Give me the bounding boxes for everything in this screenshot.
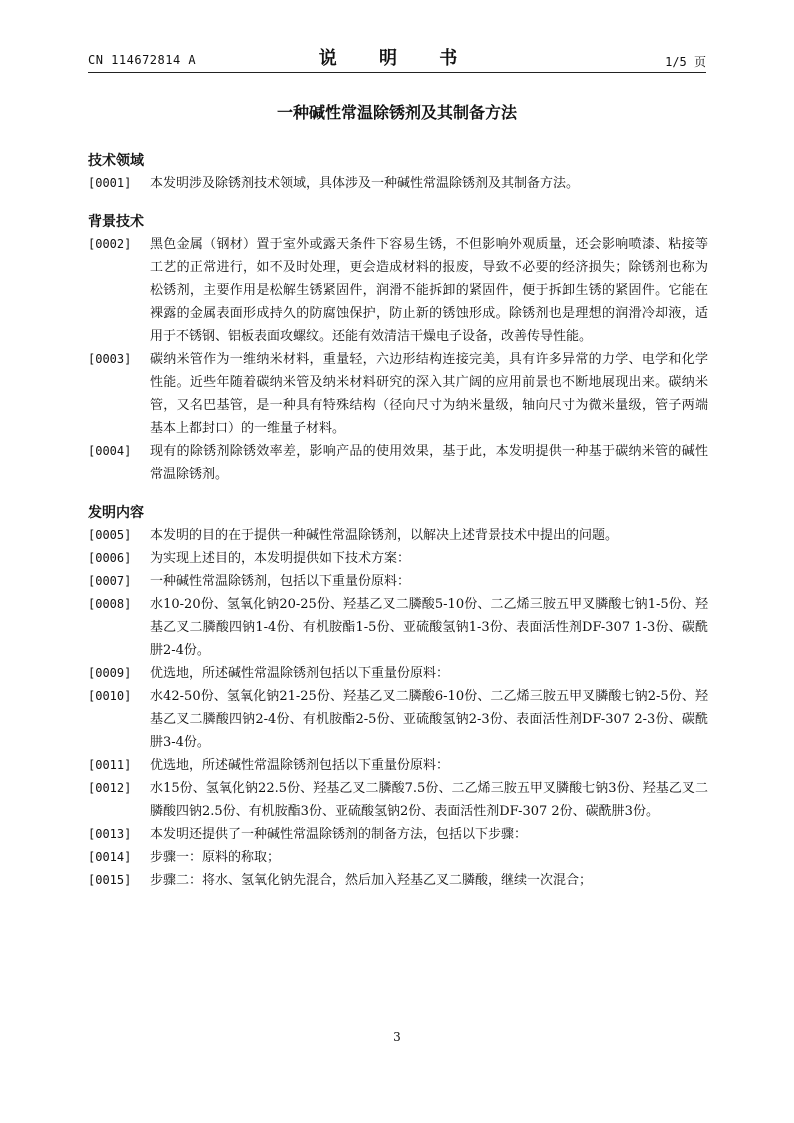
paragraph <box>88 593 708 662</box>
paragraph-number: [0009] <box>88 666 132 680</box>
paragraph-text: 本发明还提供了一种碱性常温除锈剂的制备方法，包括以下步骤： <box>150 827 528 842</box>
page-info: 1/5 页 <box>665 55 706 69</box>
paragraph-text: 本发明的目的在于提供一种碱性常温除锈剂，以解决上述背景技术中提出的问题。 <box>150 528 619 543</box>
header-divider <box>88 72 706 73</box>
paragraph <box>88 823 708 846</box>
section-heading: 背景技术 <box>88 214 144 230</box>
paragraph-text: 步骤二：将水、氢氧化钠先混合，然后加入羟基乙叉二膦酸，继续一次混合； <box>150 873 593 888</box>
paragraph <box>88 233 708 348</box>
paragraph-text: 优选地，所述碱性常温除锈剂包括以下重量份原料： <box>150 666 450 681</box>
paragraph <box>88 524 708 547</box>
section-heading: 发明内容 <box>88 505 144 521</box>
paragraph-text: 为实现上述目的，本发明提供如下技术方案： <box>150 551 411 566</box>
paragraph-number: [0010] <box>88 689 132 703</box>
paragraph-number: [0005] <box>88 528 132 542</box>
document-type: 说 明 书 <box>318 48 476 69</box>
paragraph-text: 现有的除锈剂除锈效率差，影响产品的使用效果，基于此，本发明提供一种基于碳纳米管的碱性常温除锈剂。 <box>150 444 708 482</box>
page-header <box>88 44 706 72</box>
paragraph <box>88 172 708 195</box>
paragraph-text: 水15份、氢氧化钠22.5份、羟基乙叉二膦酸7.5份、二乙烯三胺五甲叉膦酸七钠3份、羟基乙叉二膦酸四钠2.5份、有机胺酯3份、亚硫酸氢钠2份、表面活性剂DF-307 2份、碳酰肼3份。 <box>150 781 708 819</box>
paragraph <box>88 547 708 570</box>
paragraph <box>88 348 708 440</box>
paragraph-number: [0012] <box>88 781 132 795</box>
paragraph-number: [0014] <box>88 850 132 864</box>
paragraph <box>88 869 708 892</box>
paragraph-number: [0015] <box>88 873 132 887</box>
paragraph-number: [0011] <box>88 758 132 772</box>
paragraph <box>88 570 708 593</box>
paragraph-text: 步骤一：原料的称取； <box>150 850 281 865</box>
page-number: 3 <box>393 1030 401 1044</box>
document-body <box>88 150 708 892</box>
paragraph <box>88 685 708 754</box>
section-heading: 技术领域 <box>88 153 144 169</box>
document-title: 一种碱性常温除锈剂及其制备方法 <box>276 103 517 122</box>
section-gap <box>88 195 708 211</box>
paragraph-number: [0013] <box>88 827 132 841</box>
paragraph-text: 本发明涉及除锈剂技术领域，具体涉及一种碱性常温除锈剂及其制备方法。 <box>150 176 580 191</box>
paragraph-text: 碳纳米管作为一维纳米材料，重量轻，六边形结构连接完美，具有许多异常的力学、电学和化学性能。近些年随着碳纳米管及纳米材料研究的深入其广阔的应用前景也不断地展现出来。碳纳米管，又名巴基管，是一种具有特殊结构（径向尺寸为纳米量级，轴向尺寸为微米量级，管子两端基本上都封口）的一维量子材料。 <box>150 352 708 436</box>
paragraph-number: [0008] <box>88 597 132 611</box>
paragraph-number: [0002] <box>88 237 132 251</box>
paragraph-number: [0003] <box>88 352 132 366</box>
document-id: CN 114672814 A <box>88 53 197 67</box>
paragraph-number: [0006] <box>88 551 132 565</box>
paragraph <box>88 777 708 823</box>
paragraph-text: 水10-20份、氢氧化钠20-25份、羟基乙叉二膦酸5-10份、二乙烯三胺五甲叉膦酸七钠1-5份、羟基乙叉二膦酸四钠1-4份、有机胺酯1-5份、亚硫酸氢钠1-3份、表面活性剂DF-307 1-3份、碳酰肼2-4份。 <box>150 597 708 658</box>
paragraph-text: 黑色金属（钢材）置于室外或露天条件下容易生锈，不但影响外观质量，还会影响喷漆、粘接等工艺的正常进行，如不及时处理，更会造成材料的报废，导致不必要的经济损失；除锈剂也称为松锈剂，主要作用是松解生锈紧固件，润滑不能拆卸的紧固件，便于拆卸生锈的紧固件。它能在裸露的金属表面形成持久的防腐蚀保护，防止新的锈蚀形成。除锈剂也是理想的润滑冷却液，适用于不锈钢、铝板表面攻螺纹。还能有效清洁干燥电子设备，改善传导性能。 <box>150 237 708 344</box>
paragraph <box>88 662 708 685</box>
paragraph-number: [0001] <box>88 176 132 190</box>
section-gap <box>88 486 708 502</box>
paragraph-text: 优选地，所述碱性常温除锈剂包括以下重量份原料： <box>150 758 450 773</box>
paragraph <box>88 846 708 869</box>
paragraph-number: [0004] <box>88 444 132 458</box>
paragraph <box>88 440 708 486</box>
paragraph-text: 一种碱性常温除锈剂，包括以下重量份原料： <box>150 574 411 589</box>
paragraph-text: 水42-50份、氢氧化钠21-25份、羟基乙叉二膦酸6-10份、二乙烯三胺五甲叉膦酸七钠2-5份、羟基乙叉二膦酸四钠2-4份、有机胺酯2-5份、亚硫酸氢钠2-3份、表面活性剂DF-307 2-3份、碳酰肼3-4份。 <box>150 689 708 750</box>
paragraph <box>88 754 708 777</box>
paragraph-number: [0007] <box>88 574 132 588</box>
